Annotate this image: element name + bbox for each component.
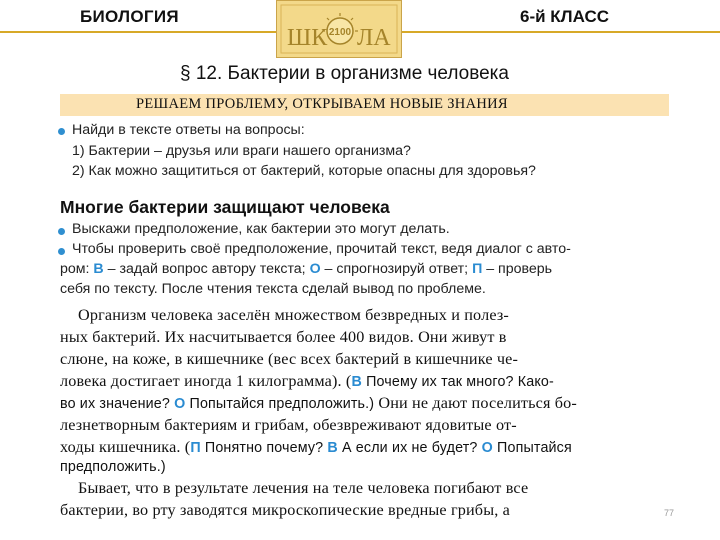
body-line-1: Организм человека заселён множеством безвредных и полез- (78, 306, 509, 324)
subject-label: БИОЛОГИЯ (80, 7, 179, 26)
task-2-line-2: ром: В – задай вопрос автору текста; О – спрогнозируй ответ; П – проверь (60, 261, 553, 277)
grade-label: 6-й КЛАСС (520, 7, 610, 26)
question-2: 2) Как можно защититься от бактерий, которые опасны для здоровья? (72, 163, 536, 179)
task-2-line-1: Чтобы проверить своё предположение, прочитай текст, ведя диалог с авто- (72, 241, 571, 257)
logo-sun-number: 2100 (328, 27, 352, 38)
page-number: 77 (664, 508, 675, 518)
mark-check: П (190, 440, 201, 456)
questions-intro: Найди в тексте ответы на вопросы: (72, 122, 305, 138)
mark-question: В (93, 261, 104, 277)
mark-check: П (472, 261, 483, 277)
body-line-4: ловека достигает иногда 1 килограмма). (В Почему их так много? Како- (60, 372, 554, 390)
logo-text-left: ШК (287, 25, 328, 51)
body-line-2: ных бактерий. Их насчитывается более 400 видов. Они живут в (60, 328, 507, 346)
body-line-5: во их значение? О Попытайся предположить.) Они не дают поселиться бо- (60, 394, 577, 412)
section-title: Многие бактерии защищают человека (60, 197, 390, 217)
mark-question: В (351, 374, 362, 390)
body-line-7: ходы кишечника. (П Понятно почему? В А если их не будет? О Попытайся (60, 438, 572, 456)
task-2-line-3: себя по тексту. После чтения текста сделай вывод по проблеме. (60, 281, 486, 297)
mark-question: В (327, 440, 338, 456)
banner-text: РЕШАЕМ ПРОБЛЕМУ, ОТКРЫВАЕМ НОВЫЕ ЗНАНИЯ (136, 96, 508, 112)
bullet-icon (58, 128, 65, 135)
paragraph-title: § 12. Бактерии в организме человека (180, 63, 509, 84)
logo-text-right: ЛА (357, 25, 391, 51)
school-logo (276, 0, 402, 58)
body-line-8: предположить.) (60, 459, 166, 475)
task-1: Выскажи предположение, как бактерии это могут делать. (72, 221, 450, 237)
body-line-3: слюне, на коже, в кишечнике (вес всех бактерий в кишечнике че- (60, 350, 519, 368)
bullet-icon (58, 228, 65, 235)
body-line-6: лезнетворным бактериям и грибам, обезвреживают ядовитые от- (60, 416, 517, 434)
body-line-9: Бывает, что в результате лечения на теле человека погибают все (78, 479, 529, 497)
mark-predict: О (174, 396, 186, 412)
mark-predict: О (309, 261, 321, 277)
bullet-icon (58, 248, 65, 255)
question-1: 1) Бактерии – друзья или враги нашего организма? (72, 143, 411, 159)
body-line-10: бактерии, во рту заводятся микроскопические вредные грибы, а (60, 501, 510, 519)
section-banner (60, 94, 669, 116)
mark-predict: О (481, 440, 493, 456)
logo-graphic (277, 1, 403, 59)
